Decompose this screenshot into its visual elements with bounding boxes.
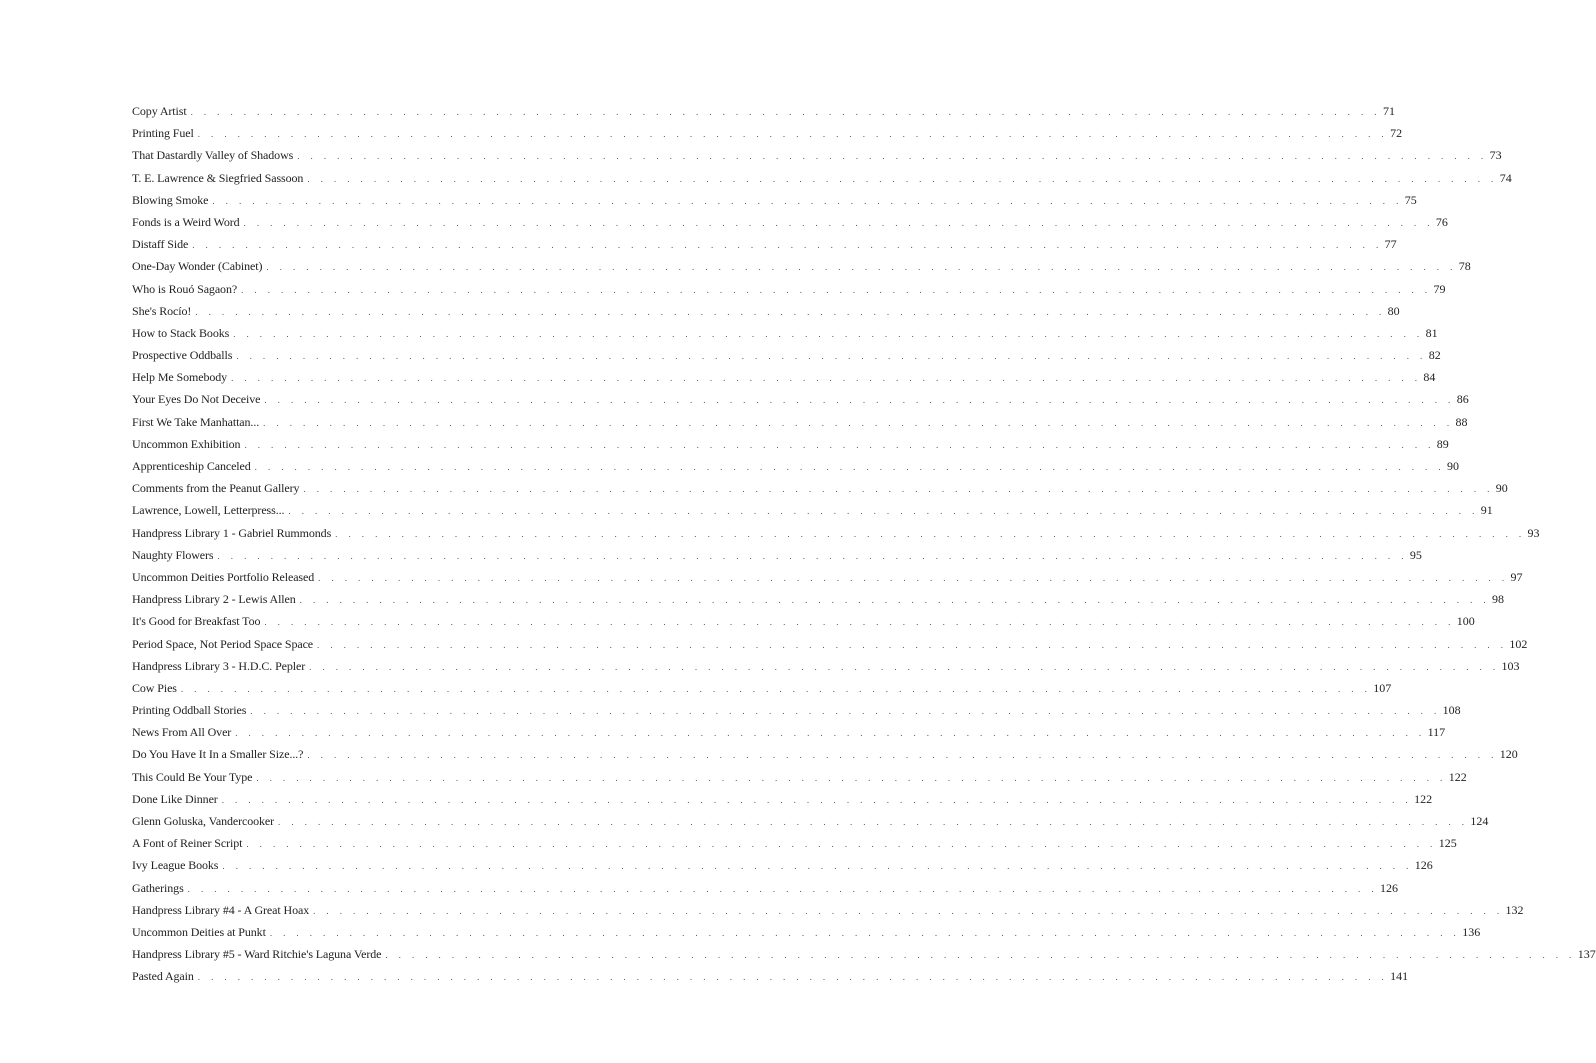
toc-entry-title: Copy Artist bbox=[132, 104, 187, 118]
toc-entry-title: Fonds is a Weird Word bbox=[132, 214, 240, 229]
toc-entry-title: This Could Be Your Type bbox=[132, 769, 253, 784]
dot-leader: . . . . . . . . . . . . . . . . . . . . . . . . . . . . . . . . . . . . . . . . . . . . . . . . . . . . . . . . . . . . . . . . . . . . . . . . . . . . . . . . . . . . . . . . . . bbox=[254, 462, 1446, 472]
dot-leader: . . . . . . . . . . . . . . . . . . . . . . . . . . . . . . . . . . . . . . . . . . . . . . . . . . . . . . . . . . . . . . . . . . . . . . . . . . . . . . . . . . . . . . . . . . bbox=[222, 861, 1413, 872]
toc-entry-page-number: 98 bbox=[1492, 592, 1505, 607]
toc-entry-title: T. E. Lawrence & Siegfried Sassoon bbox=[132, 170, 304, 185]
dot-leader: . . . . . . . . . . . . . . . . . . . . . . . . . . . . . . . . . . . . . . . . . . . . . . . . . . . . . . . . . . . . . . . . . . . . . . . . . . . . . . . . . . . . . . . . . . bbox=[187, 883, 1379, 894]
toc-entry[interactable] bbox=[132, 699, 1461, 721]
toc-entry[interactable] bbox=[132, 721, 1446, 743]
toc-entry-title: Done Like Dinner bbox=[132, 791, 218, 806]
toc-entry-page-number: 80 bbox=[1387, 303, 1400, 318]
dot-leader: . . . . . . . . . . . . . . . . . . . . . . . . . . . . . . . . . . . . . . . . . . . . . . . . . . . . . . . . . . . . . . . . . . . . . . . . . . . . . . . . . . . . . . . . . . bbox=[303, 484, 1494, 495]
toc-entry-page-number: 91 bbox=[1480, 503, 1493, 518]
toc-entry-page-number: 84 bbox=[1423, 370, 1436, 385]
toc-entry[interactable] bbox=[132, 743, 1518, 765]
toc-entry-page-number: 78 bbox=[1458, 259, 1471, 274]
dot-leader: . . . . . . . . . . . . . . . . . . . . . . . . . . . . . . . . . . . . . . . . . . . . . . . . . . . . . . . . . . . . . . . . . . . . . . . . . . . . . . . . . . . . . . . . . . bbox=[299, 595, 1491, 606]
toc-entry[interactable] bbox=[132, 167, 1512, 189]
toc-entry[interactable] bbox=[132, 788, 1433, 810]
toc-entry-page-number: 136 bbox=[1462, 924, 1481, 939]
toc-entry-title: It's Good for Breakfast Too bbox=[132, 614, 261, 629]
toc-entry[interactable] bbox=[132, 322, 1438, 344]
toc-entry-title: Lawrence, Lowell, Letterpress... bbox=[132, 503, 285, 518]
dot-leader: . . . . . . . . . . . . . . . . . . . . . . . . . . . . . . . . . . . . . . . . . . . . . . . . . . . . . . . . . . . . . . . . . . . . . . . . . . . . . . . . . . . . . . . . . . bbox=[221, 794, 1413, 805]
dot-leader: . . . . . . . . . . . . . . . . . . . . . . . . . . . . . . . . . . . . . . . . . . . . . . . . . . . . . . . . . . . . . . . . . . . . . . . . . . . . . . . . . . . . . . . . . . bbox=[241, 284, 1432, 295]
dot-leader: . . . . . . . . . . . . . . . . . . . . . . . . . . . . . . . . . . . . . . . . . . . . . . . . . . . . . . . . . . . . . . . . . . . . . . . . . . . . . . . . . . . . . . . . . . bbox=[250, 706, 1441, 717]
toc-entry-title: Handpress Library 3 - H.D.C. Pepler bbox=[132, 658, 306, 673]
dot-leader: . . . . . . . . . . . . . . . . . . . . . . . . . . . . . . . . . . . . . . . . . . . . . . . . . . . . . . . . . . . . . . . . . . . . . . . . . . . . . . . . . . . . . . . . . . bbox=[288, 506, 1479, 517]
toc-entry-title: Cow Pies bbox=[132, 680, 177, 695]
toc-entry-page-number: 141 bbox=[1390, 969, 1409, 984]
toc-entry-title: News From All Over bbox=[132, 725, 232, 740]
dot-leader: . . . . . . . . . . . . . . . . . . . . . . . . . . . . . . . . . . . . . . . . . . . . . . . . . . . . . . . . . . . . . . . . . . . . . . . . . . . . . . . . . . . . . . . . . . bbox=[236, 351, 1427, 362]
toc-entry-page-number: 125 bbox=[1438, 836, 1457, 851]
toc-entry-title: One-Day Wonder (Cabinet) bbox=[132, 259, 263, 274]
toc-entry-title: Gatherings bbox=[132, 880, 184, 895]
toc-entry[interactable] bbox=[132, 655, 1520, 677]
toc-entry-page-number: 73 bbox=[1489, 148, 1502, 163]
toc-entry[interactable] bbox=[132, 233, 1397, 255]
toc-entry[interactable] bbox=[132, 455, 1460, 477]
toc-entry-page-number: 89 bbox=[1436, 436, 1449, 451]
toc-entry-page-number: 79 bbox=[1433, 281, 1446, 296]
toc-entry-page-number: 137 bbox=[1577, 947, 1596, 962]
toc-entry[interactable] bbox=[132, 100, 1395, 122]
dot-leader: . . . . . . . . . . . . . . . . . . . . . . . . . . . . . . . . . . . . . . . . . . . . . . . . . . . . . . . . . . . . . . . . . . . . . . . . . . . . . . . . . . . . . . . . . . bbox=[317, 639, 1508, 650]
toc-entry-page-number: 102 bbox=[1509, 636, 1528, 651]
toc-entry-title: Comments from the Peanut Gallery bbox=[132, 481, 300, 496]
toc-entry-page-number: 122 bbox=[1414, 791, 1433, 806]
toc-entry-page-number: 93 bbox=[1527, 525, 1540, 540]
toc-entry[interactable] bbox=[132, 366, 1436, 388]
dot-leader: . . . . . . . . . . . . . . . . . . . . . . . . . . . . . . . . . . . . . . . . . . . . . . . . . . . . . . . . . . . . . . . . . . . . . . . . . . . . . . . . . . . . . . . . . . bbox=[309, 661, 1500, 672]
toc-entry-title: First We Take Manhattan... bbox=[132, 414, 260, 429]
toc-entry[interactable] bbox=[132, 499, 1493, 521]
toc-entry-page-number: 90 bbox=[1495, 481, 1508, 496]
toc-entry[interactable] bbox=[132, 522, 1540, 544]
toc-entry[interactable] bbox=[132, 588, 1505, 610]
toc-entry[interactable] bbox=[132, 189, 1417, 211]
toc-entry-title: Printing Fuel bbox=[132, 126, 194, 141]
toc-entry-title: She's Rocío! bbox=[132, 303, 192, 318]
dot-leader: . . . . . . . . . . . . . . . . . . . . . . . . . . . . . . . . . . . . . . . . . . . . . . . . . . . . . . . . . . . . . . . . . . . . . . . . . . . . . . . . . . . . . . . . . . bbox=[266, 262, 1457, 273]
toc-entry-page-number: 107 bbox=[1373, 680, 1392, 695]
dot-leader: . . . . . . . . . . . . . . . . . . . . . . . . . . . . . . . . . . . . . . . . . . . . . . . . . . . . . . . . . . . . . . . . . . . . . . . . . . . . . . . . . . . . . . . . . . bbox=[192, 240, 1383, 251]
toc-entry-title: Who is Rouó Sagaon? bbox=[132, 281, 238, 296]
dot-leader: . . . . . . . . . . . . . . . . . . . . . . . . . . . . . . . . . . . . . . . . . . . . . . . . . . . . . . . . . . . . . . . . . . . . . . . . . . . . . . . . . . . . . . . . . . bbox=[269, 927, 1461, 938]
toc-entry-title: Glenn Goluska, Vandercooker bbox=[132, 814, 275, 828]
toc-entry-page-number: 100 bbox=[1456, 614, 1475, 629]
toc-entry-page-number: 75 bbox=[1404, 192, 1417, 207]
toc-entry-title: Handpress Library 2 - Lewis Allen bbox=[132, 592, 296, 607]
toc-entry-page-number: 86 bbox=[1456, 392, 1469, 407]
dot-leader: . . . . . . . . . . . . . . . . . . . . . . . . . . . . . . . . . . . . . . . . . . . . . . . . . . . . . . . . . . . . . . . . . . . . . . . . . . . . . . . . . . . . . . . . . . bbox=[197, 129, 1389, 140]
toc-entry-title: Pasted Again bbox=[132, 969, 194, 984]
toc-entry-page-number: 82 bbox=[1428, 348, 1441, 363]
toc-entry[interactable] bbox=[132, 122, 1403, 144]
toc-entry-page-number: 132 bbox=[1505, 902, 1524, 917]
toc-entry[interactable] bbox=[132, 943, 1596, 965]
toc-entry[interactable] bbox=[132, 300, 1400, 322]
dot-leader: . . . . . . . . . . . . . . . . . . . . . . . . . . . . . . . . . . . . . . . . . . . . . . . . . . . . . . . . . . . . . . . . . . . . . . . . . . . . . . . . . . . . . . . . . . bbox=[244, 439, 1435, 450]
toc-entry-page-number: 88 bbox=[1455, 414, 1468, 429]
toc-entry-page-number: 126 bbox=[1380, 880, 1399, 895]
toc-entry-page-number: 122 bbox=[1448, 769, 1467, 784]
toc-entry-title: Do You Have It In a Smaller Size...? bbox=[132, 747, 304, 762]
toc-entry-page-number: 126 bbox=[1414, 858, 1433, 873]
toc-entry-page-number: 124 bbox=[1470, 814, 1489, 828]
dot-leader: . . . . . . . . . . . . . . . . . . . . . . . . . . . . . . . . . . . . . . . . . . . . . . . . . . . . . . . . . . . . . . . . . . . . . . . . . . . . . . . . . . . . . . . . . . bbox=[217, 550, 1408, 561]
toc-entry-title: Uncommon Deities at Punkt bbox=[132, 924, 266, 939]
toc-entry[interactable] bbox=[132, 877, 1399, 899]
toc-entry[interactable] bbox=[132, 832, 1457, 854]
toc-entry-page-number: 81 bbox=[1425, 325, 1438, 340]
dot-leader: . . . . . . . . . . . . . . . . . . . . . . . . . . . . . . . . . . . . . . . . . . . . . . . . . . . . . . . . . . . . . . . . . . . . . . . . . . . . . . . . . . . . . . . . . . bbox=[385, 950, 1576, 961]
toc-entry-title: Handpress Library #5 - Ward Ritchie's Laguna Verde bbox=[132, 947, 382, 962]
toc-entry[interactable] bbox=[132, 677, 1392, 699]
toc-entry-title: Distaff Side bbox=[132, 237, 189, 252]
toc-entry[interactable] bbox=[132, 433, 1449, 455]
toc-entry-page-number: 90 bbox=[1447, 459, 1460, 473]
table-of-contents bbox=[132, 100, 1596, 988]
dot-leader: . . . . . . . . . . . . . . . . . . . . . . . . . . . . . . . . . . . . . . . . . . . . . . . . . . . . . . . . . . . . . . . . . . . . . . . . . . . . . . . . . . . . . . . . . . bbox=[235, 728, 1426, 739]
toc-entry-title: Naughty Flowers bbox=[132, 547, 214, 562]
toc-entry-title: Handpress Library 1 - Gabriel Rummonds bbox=[132, 525, 332, 540]
toc-entry-title: Period Space, Not Period Space Space bbox=[132, 636, 314, 651]
toc-entry-page-number: 95 bbox=[1409, 547, 1422, 562]
toc-entry[interactable] bbox=[132, 477, 1508, 499]
toc-entry[interactable] bbox=[132, 610, 1475, 632]
toc-entry-page-number: 72 bbox=[1390, 126, 1403, 141]
toc-entry-page-number: 117 bbox=[1427, 725, 1446, 740]
toc-entry[interactable] bbox=[132, 810, 1489, 832]
toc-entry[interactable] bbox=[132, 965, 1409, 987]
dot-leader: . . . . . . . . . . . . . . . . . . . . . . . . . . . . . . . . . . . . . . . . . . . . . . . . . . . . . . . . . . . . . . . . . . . . . . . . . . . . . . . . . . . . . . . . . . bbox=[264, 395, 1455, 406]
dot-leader: . . . . . . . . . . . . . . . . . . . . . . . . . . . . . . . . . . . . . . . . . . . . . . . . . . . . . . . . . . . . . . . . . . . . . . . . . . . . . . . . . . . . . . . . . . bbox=[180, 683, 1372, 694]
toc-entry-page-number: 120 bbox=[1499, 747, 1518, 762]
toc-entry-title: How to Stack Books bbox=[132, 325, 230, 340]
toc-entry-title: Ivy League Books bbox=[132, 858, 219, 873]
toc-entry[interactable] bbox=[132, 411, 1468, 433]
dot-leader: . . . . . . . . . . . . . . . . . . . . . . . . . . . . . . . . . . . . . . . . . . . . . . . . . . . . . . . . . . . . . . . . . . . . . . . . . . . . . . . . . . . . . . . . . . bbox=[197, 972, 1389, 983]
toc-entry[interactable] bbox=[132, 766, 1467, 788]
dot-leader: . . . . . . . . . . . . . . . . . . . . . . . . . . . . . . . . . . . . . . . . . . . . . . . . . . . . . . . . . . . . . . . . . . . . . . . . . . . . . . . . . . . . . . . . . . bbox=[231, 373, 1422, 384]
toc-entry-page-number: 71 bbox=[1382, 104, 1395, 118]
toc-entry[interactable] bbox=[132, 344, 1441, 366]
toc-entry-page-number: 97 bbox=[1510, 569, 1523, 584]
dot-leader: . . . . . . . . . . . . . . . . . . . . . . . . . . . . . . . . . . . . . . . . . . . . . . . . . . . . . . . . . . . . . . . . . . . . . . . . . . . . . . . . . . . . . . . . . . bbox=[195, 306, 1386, 317]
toc-entry-title: Uncommon Exhibition bbox=[132, 436, 241, 451]
toc-entry-title: Printing Oddball Stories bbox=[132, 703, 247, 718]
toc-entry[interactable] bbox=[132, 544, 1422, 566]
dot-leader: . . . . . . . . . . . . . . . . . . . . . . . . . . . . . . . . . . . . . . . . . . . . . . . . . . . . . . . . . . . . . . . . . . . . . . . . . . . . . . . . . . . . . . . . . . bbox=[307, 750, 1498, 761]
dot-leader: . . . . . . . . . . . . . . . . . . . . . . . . . . . . . . . . . . . . . . . . . . . . . . . . . . . . . . . . . . . . . . . . . . . . . . . . . . . . . . . . . . . . . . . . . . bbox=[233, 328, 1424, 339]
toc-entry[interactable] bbox=[132, 211, 1448, 233]
toc-entry[interactable] bbox=[132, 255, 1471, 277]
toc-entry-title: Prospective Oddballs bbox=[132, 348, 233, 363]
toc-entry-title: That Dastardly Valley of Shadows bbox=[132, 148, 294, 163]
dot-leader: . . . . . . . . . . . . . . . . . . . . . . . . . . . . . . . . . . . . . . . . . . . . . . . . . . . . . . . . . . . . . . . . . . . . . . . . . . . . . . . . . . . . . . . . . . bbox=[313, 905, 1504, 916]
dot-leader: . . . . . . . . . . . . . . . . . . . . . . . . . . . . . . . . . . . . . . . . . . . . . . . . . . . . . . . . . . . . . . . . . . . . . . . . . . . . . . . . . . . . . . . . . . bbox=[335, 528, 1526, 539]
toc-entry[interactable] bbox=[132, 388, 1469, 410]
toc-entry-page-number: 74 bbox=[1499, 170, 1512, 185]
toc-entry[interactable] bbox=[132, 566, 1523, 588]
dot-leader: . . . . . . . . . . . . . . . . . . . . . . . . . . . . . . . . . . . . . . . . . . . . . . . . . . . . . . . . . . . . . . . . . . . . . . . . . . . . . . . . . . . . . . . . . . bbox=[263, 417, 1454, 428]
toc-entry-title: Help Me Somebody bbox=[132, 370, 228, 385]
toc-entry-page-number: 103 bbox=[1501, 658, 1520, 673]
toc-entry-title: Apprenticeship Canceled bbox=[132, 459, 251, 473]
dot-leader: . . . . . . . . . . . . . . . . . . . . . . . . . . . . . . . . . . . . . . . . . . . . . . . . . . . . . . . . . . . . . . . . . . . . . . . . . . . . . . . . . . . . . . . . . . bbox=[212, 195, 1403, 206]
toc-entry[interactable] bbox=[132, 633, 1528, 655]
toc-entry-title: Your Eyes Do Not Deceive bbox=[132, 392, 261, 407]
toc-entry[interactable] bbox=[132, 278, 1446, 300]
dot-leader: . . . . . . . . . . . . . . . . . . . . . . . . . . . . . . . . . . . . . . . . . . . . . . . . . . . . . . . . . . . . . . . . . . . . . . . . . . . . . . . . . . . . . . . . . . bbox=[190, 107, 1381, 117]
toc-entry[interactable] bbox=[132, 899, 1524, 921]
toc-entry-title: Blowing Smoke bbox=[132, 192, 209, 207]
dot-leader: . . . . . . . . . . . . . . . . . . . . . . . . . . . . . . . . . . . . . . . . . . . . . . . . . . . . . . . . . . . . . . . . . . . . . . . . . . . . . . . . . . . . . . . . . . bbox=[318, 572, 1509, 583]
dot-leader: . . . . . . . . . . . . . . . . . . . . . . . . . . . . . . . . . . . . . . . . . . . . . . . . . . . . . . . . . . . . . . . . . . . . . . . . . . . . . . . . . . . . . . . . . . bbox=[278, 817, 1469, 827]
toc-entry-page-number: 77 bbox=[1384, 237, 1397, 252]
dot-leader: . . . . . . . . . . . . . . . . . . . . . . . . . . . . . . . . . . . . . . . . . . . . . . . . . . . . . . . . . . . . . . . . . . . . . . . . . . . . . . . . . . . . . . . . . . bbox=[246, 839, 1437, 850]
dot-leader: . . . . . . . . . . . . . . . . . . . . . . . . . . . . . . . . . . . . . . . . . . . . . . . . . . . . . . . . . . . . . . . . . . . . . . . . . . . . . . . . . . . . . . . . . . bbox=[256, 772, 1447, 783]
toc-entry-page-number: 76 bbox=[1435, 214, 1448, 229]
toc-entry[interactable] bbox=[132, 854, 1433, 876]
toc-entry[interactable] bbox=[132, 144, 1502, 166]
dot-leader: . . . . . . . . . . . . . . . . . . . . . . . . . . . . . . . . . . . . . . . . . . . . . . . . . . . . . . . . . . . . . . . . . . . . . . . . . . . . . . . . . . . . . . . . . . bbox=[307, 173, 1498, 184]
dot-leader: . . . . . . . . . . . . . . . . . . . . . . . . . . . . . . . . . . . . . . . . . . . . . . . . . . . . . . . . . . . . . . . . . . . . . . . . . . . . . . . . . . . . . . . . . . bbox=[264, 617, 1455, 628]
toc-entry-title: Handpress Library #4 - A Great Hoax bbox=[132, 902, 310, 917]
toc-entry[interactable] bbox=[132, 921, 1481, 943]
toc-entry-page-number: 108 bbox=[1442, 703, 1461, 718]
dot-leader: . . . . . . . . . . . . . . . . . . . . . . . . . . . . . . . . . . . . . . . . . . . . . . . . . . . . . . . . . . . . . . . . . . . . . . . . . . . . . . . . . . . . . . . . . . bbox=[243, 217, 1434, 228]
dot-leader: . . . . . . . . . . . . . . . . . . . . . . . . . . . . . . . . . . . . . . . . . . . . . . . . . . . . . . . . . . . . . . . . . . . . . . . . . . . . . . . . . . . . . . . . . . bbox=[297, 151, 1488, 162]
toc-entry-title: A Font of Reiner Script bbox=[132, 836, 243, 851]
toc-entry-title: Uncommon Deities Portfolio Released bbox=[132, 569, 315, 584]
